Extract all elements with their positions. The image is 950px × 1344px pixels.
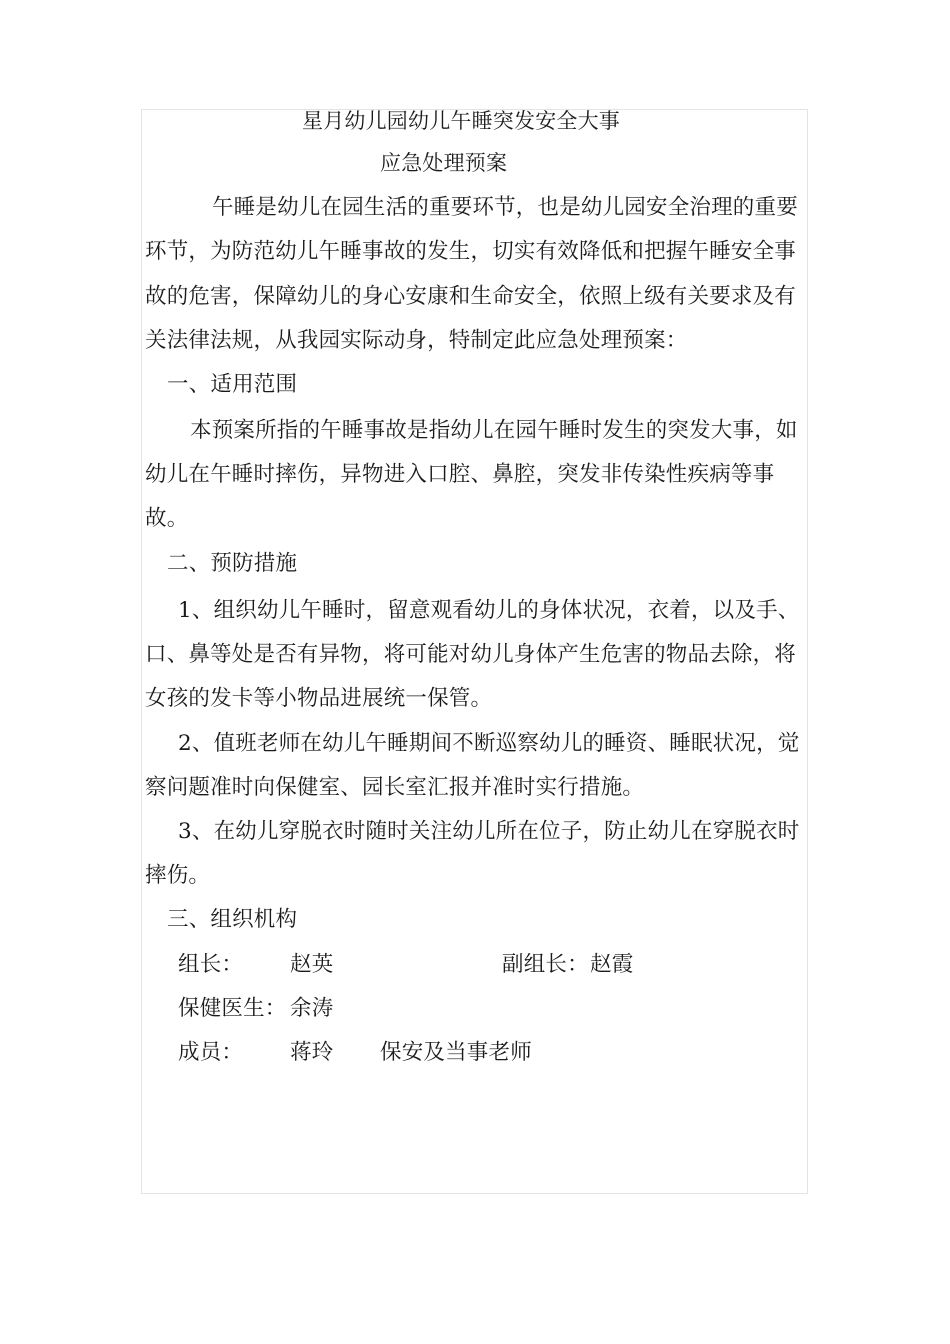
prevention-item2-line2: 察问题准时向保健室、园长室汇报并准时实行措施。 [145,775,645,800]
section-heading-prevention: 二、预防措施 [167,551,298,576]
prevention-item1-line3: 女孩的发卡等小物品进展统一保管。 [145,686,493,711]
scope-line-1: 本预案所指的午睡事故是指幼儿在园午睡时发生的突发大事，如 [190,418,798,443]
deputy-leader-name: 赵霞 [590,952,634,977]
prevention-item3-line2: 摔伤。 [145,863,211,888]
document-title-line2: 应急处理预案 [380,151,508,175]
doctor-label: 保健医生： [178,996,287,1021]
intro-line-3: 故的危害，保障幼儿的身心安康和生命安全，依照上级有关要求及有 [145,284,797,309]
prevention-item2-line1: 2、值班老师在幼儿午睡期间不断巡察幼儿的睡资、睡眠状况，觉 [178,731,800,756]
deputy-leader-label: 副组长： [502,952,589,977]
prevention-item1-line1: 1、组织幼儿午睡时，留意观看幼儿的身体状况，衣着，以及手、 [178,598,800,623]
section-heading-organization: 三、组织机构 [167,907,298,932]
intro-line-1: 午睡是幼儿在园生活的重要环节，也是幼儿园安全治理的重要 [212,195,798,220]
member-name: 蒋玲 [290,1040,334,1065]
intro-line-4: 关法律法规，从我园实际动身，特制定此应急处理预案： [145,328,688,353]
prevention-item1-line2: 口、鼻等处是否有异物，将可能对幼儿身体产生危害的物品去除，将 [145,642,797,667]
leader-label: 组长： [178,952,244,977]
document-title-line1: 星月幼儿园幼儿午睡突发安全大事 [302,109,620,133]
scope-line-3: 故。 [145,506,189,531]
section-heading-scope: 一、适用范围 [167,372,298,397]
intro-line-2: 环节，为防范幼儿午睡事故的发生，切实有效降低和把握午睡安全事 [145,239,797,264]
doctor-name: 余涛 [290,996,334,1021]
prevention-item3-line1: 3、在幼儿穿脱衣时随时关注幼儿所在位子，防止幼儿在穿脱衣时 [178,819,800,844]
members-label: 成员： [178,1040,244,1065]
scope-line-2: 幼儿在午睡时摔伤，异物进入口腔、鼻腔，突发非传染性疾病等事 [145,462,775,487]
leader-name: 赵英 [290,952,334,977]
members-rest: 保安及当事老师 [380,1040,532,1065]
